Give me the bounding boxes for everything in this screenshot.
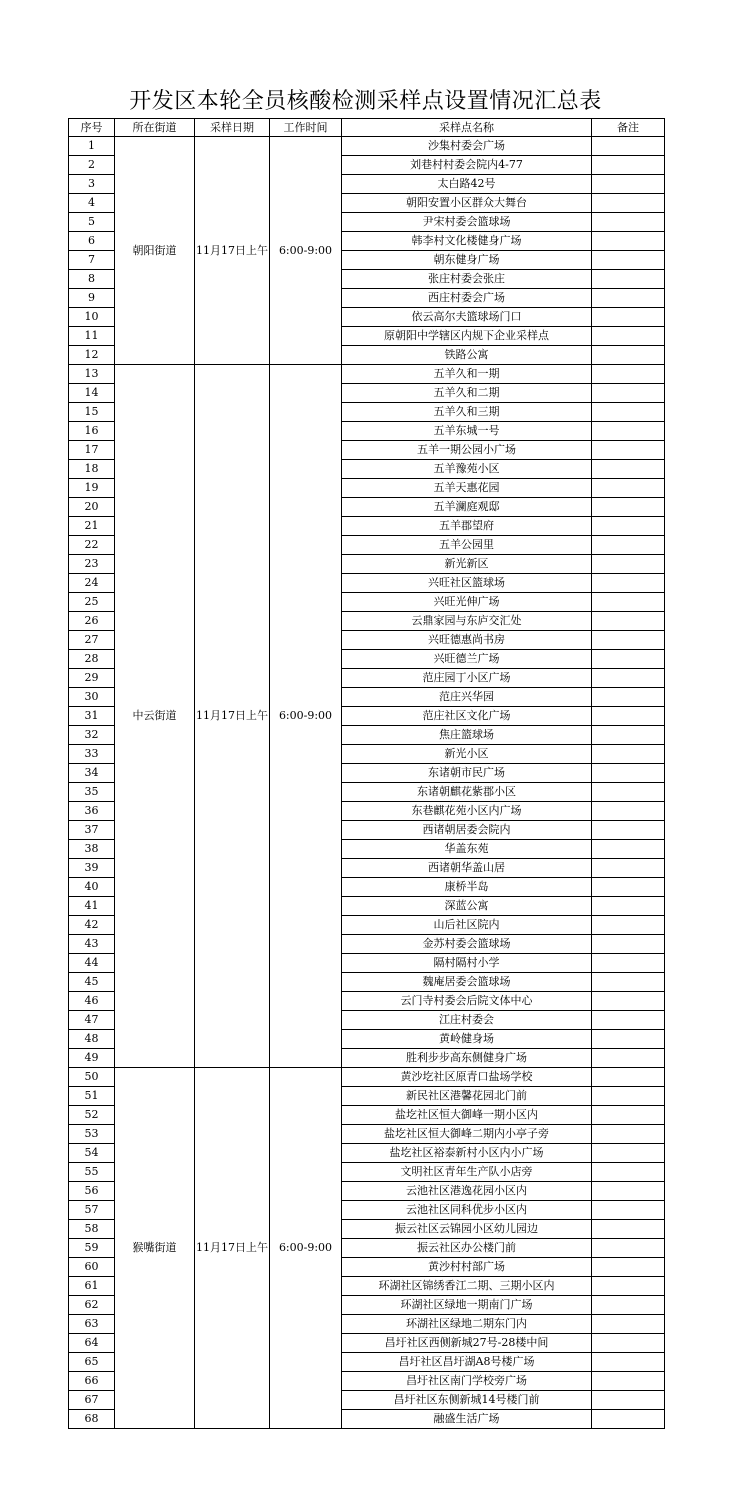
note-cell	[592, 1391, 665, 1410]
row-number: 47	[69, 1011, 115, 1030]
note-cell	[592, 555, 665, 574]
site-name: 新光小区	[342, 745, 592, 764]
row-number: 23	[69, 555, 115, 574]
site-name: 黄岭健身场	[342, 1030, 592, 1049]
note-cell	[592, 840, 665, 859]
site-name: 胜利步步高东侧健身广场	[342, 1049, 592, 1068]
site-name: 范庄兴华园	[342, 688, 592, 707]
header-street: 所在街道	[115, 119, 195, 137]
row-number: 5	[69, 213, 115, 232]
row-number: 60	[69, 1258, 115, 1277]
site-name: 新民社区港馨花园北门前	[342, 1087, 592, 1106]
row-number: 51	[69, 1087, 115, 1106]
row-number: 63	[69, 1315, 115, 1334]
date-cell: 11月17日上午	[195, 1068, 270, 1429]
site-name: 振云社区办公楼门前	[342, 1239, 592, 1258]
row-number: 29	[69, 669, 115, 688]
row-number: 37	[69, 821, 115, 840]
note-cell	[592, 1258, 665, 1277]
row-number: 48	[69, 1030, 115, 1049]
site-name: 东诸朝市民广场	[342, 764, 592, 783]
site-name: 五羊东城一号	[342, 422, 592, 441]
note-cell	[592, 1201, 665, 1220]
note-cell	[592, 308, 665, 327]
row-number: 38	[69, 840, 115, 859]
note-cell	[592, 764, 665, 783]
note-cell	[592, 1296, 665, 1315]
row-number: 25	[69, 593, 115, 612]
row-number: 68	[69, 1410, 115, 1429]
site-name: 五羊豫苑小区	[342, 460, 592, 479]
row-number: 54	[69, 1144, 115, 1163]
site-name: 兴旺德兰广场	[342, 650, 592, 669]
row-number: 43	[69, 935, 115, 954]
row-number: 7	[69, 251, 115, 270]
table-row	[69, 365, 665, 384]
row-number: 33	[69, 745, 115, 764]
row-number: 4	[69, 194, 115, 213]
note-cell	[592, 1125, 665, 1144]
note-cell	[592, 517, 665, 536]
note-cell	[592, 1068, 665, 1087]
note-cell	[592, 327, 665, 346]
site-name: 江庄村委会	[342, 1011, 592, 1030]
table-row	[69, 1068, 665, 1087]
row-number: 28	[69, 650, 115, 669]
note-cell	[592, 726, 665, 745]
time-cell: 6:00-9:00	[270, 365, 342, 1068]
site-name: 山后社区院内	[342, 916, 592, 935]
site-name: 西诸朝华盖山居	[342, 859, 592, 878]
row-number: 59	[69, 1239, 115, 1258]
row-number: 31	[69, 707, 115, 726]
row-number: 67	[69, 1391, 115, 1410]
note-cell	[592, 251, 665, 270]
site-name: 盐圪社区恒大御峰一期小区内	[342, 1106, 592, 1125]
site-name: 兴旺光伸广场	[342, 593, 592, 612]
site-name: 融盛生活广场	[342, 1410, 592, 1429]
site-name: 焦庄篮球场	[342, 726, 592, 745]
site-name: 兴旺社区篮球场	[342, 574, 592, 593]
row-number: 13	[69, 365, 115, 384]
note-cell	[592, 1182, 665, 1201]
site-name: 五羊郡望府	[342, 517, 592, 536]
site-name: 云池社区港逸花园小区内	[342, 1182, 592, 1201]
site-name: 华盖东苑	[342, 840, 592, 859]
row-number: 53	[69, 1125, 115, 1144]
note-cell	[592, 916, 665, 935]
street-cell: 朝阳街道	[115, 137, 195, 365]
note-cell	[592, 669, 665, 688]
row-number: 2	[69, 156, 115, 175]
site-name: 铁路公寓	[342, 346, 592, 365]
row-number: 49	[69, 1049, 115, 1068]
note-cell	[592, 1315, 665, 1334]
row-number: 17	[69, 441, 115, 460]
site-name: 云鼎家园与东庐交汇处	[342, 612, 592, 631]
site-name: 依云高尔夫篮球场门口	[342, 308, 592, 327]
header-date: 采样日期	[195, 119, 270, 137]
site-name: 五羊久和三期	[342, 403, 592, 422]
note-cell	[592, 973, 665, 992]
site-name: 昌圩社区东侧新城14号楼门前	[342, 1391, 592, 1410]
note-cell	[592, 745, 665, 764]
row-number: 21	[69, 517, 115, 536]
note-cell	[592, 650, 665, 669]
row-number: 34	[69, 764, 115, 783]
row-number: 61	[69, 1277, 115, 1296]
note-cell	[592, 213, 665, 232]
row-number: 3	[69, 175, 115, 194]
note-cell	[592, 479, 665, 498]
site-name: 东诸朝麒花紫郡小区	[342, 783, 592, 802]
note-cell	[592, 821, 665, 840]
row-number: 24	[69, 574, 115, 593]
site-name: 康桥半岛	[342, 878, 592, 897]
note-cell	[592, 441, 665, 460]
site-name: 新光新区	[342, 555, 592, 574]
note-cell	[592, 1087, 665, 1106]
site-name: 西诸朝居委会院内	[342, 821, 592, 840]
row-number: 12	[69, 346, 115, 365]
note-cell	[592, 612, 665, 631]
note-cell	[592, 992, 665, 1011]
row-number: 62	[69, 1296, 115, 1315]
note-cell	[592, 1011, 665, 1030]
note-cell	[592, 384, 665, 403]
row-number: 46	[69, 992, 115, 1011]
site-name: 黄沙圪社区原青口盐场学校	[342, 1068, 592, 1087]
note-cell	[592, 1163, 665, 1182]
note-cell	[592, 897, 665, 916]
note-cell	[592, 935, 665, 954]
row-number: 65	[69, 1353, 115, 1372]
row-number: 14	[69, 384, 115, 403]
site-name: 太白路42号	[342, 175, 592, 194]
note-cell	[592, 878, 665, 897]
row-number: 52	[69, 1106, 115, 1125]
site-name: 范庄社区文化广场	[342, 707, 592, 726]
row-number: 56	[69, 1182, 115, 1201]
row-number: 11	[69, 327, 115, 346]
row-number: 20	[69, 498, 115, 517]
row-number: 44	[69, 954, 115, 973]
page-title: 开发区本轮全员核酸检测采样点设置情况汇总表	[129, 89, 602, 114]
site-name: 五羊天惠花园	[342, 479, 592, 498]
note-cell	[592, 194, 665, 213]
site-name: 五羊澜庭观邸	[342, 498, 592, 517]
time-cell: 6:00-9:00	[270, 1068, 342, 1429]
note-cell	[592, 1334, 665, 1353]
site-name: 昌圩社区南门学校旁广场	[342, 1372, 592, 1391]
note-cell	[592, 954, 665, 973]
row-number: 40	[69, 878, 115, 897]
row-number: 16	[69, 422, 115, 441]
site-name: 原朝阳中学辖区内规下企业采样点	[342, 327, 592, 346]
row-number: 41	[69, 897, 115, 916]
site-name: 兴旺德惠尚书房	[342, 631, 592, 650]
note-cell	[592, 498, 665, 517]
header-row	[69, 119, 665, 137]
note-cell	[592, 232, 665, 251]
note-cell	[592, 688, 665, 707]
row-number: 66	[69, 1372, 115, 1391]
site-name: 昌圩社区昌圩湖A8号楼广场	[342, 1353, 592, 1372]
header-note: 备注	[592, 119, 665, 137]
date-cell: 11月17日上午	[195, 365, 270, 1068]
site-name: 云池社区同科优步小区内	[342, 1201, 592, 1220]
note-cell	[592, 1220, 665, 1239]
site-name: 东巷麒花苑小区内广场	[342, 802, 592, 821]
note-cell	[592, 1239, 665, 1258]
note-cell	[592, 1030, 665, 1049]
site-name: 昌圩社区西侧新城27号-28楼中间	[342, 1334, 592, 1353]
note-cell	[592, 1410, 665, 1429]
row-number: 45	[69, 973, 115, 992]
note-cell	[592, 1106, 665, 1125]
note-cell	[592, 156, 665, 175]
site-name: 西庄村委会广场	[342, 289, 592, 308]
note-cell	[592, 1049, 665, 1068]
row-number: 27	[69, 631, 115, 650]
site-name: 盐圪社区裕泰新村小区内小广场	[342, 1144, 592, 1163]
row-number: 9	[69, 289, 115, 308]
row-number: 6	[69, 232, 115, 251]
table-body	[69, 137, 665, 1429]
note-cell	[592, 631, 665, 650]
row-number: 42	[69, 916, 115, 935]
site-name: 魏庵居委会篮球场	[342, 973, 592, 992]
row-number: 35	[69, 783, 115, 802]
site-name: 朝阳安置小区群众大舞台	[342, 194, 592, 213]
row-number: 57	[69, 1201, 115, 1220]
row-number: 39	[69, 859, 115, 878]
site-name: 环湖社区锦绣香江二期、三期小区内	[342, 1277, 592, 1296]
note-cell	[592, 802, 665, 821]
note-cell	[592, 593, 665, 612]
row-number: 18	[69, 460, 115, 479]
header-no: 序号	[69, 119, 115, 137]
site-name: 深蓝公寓	[342, 897, 592, 916]
note-cell	[592, 365, 665, 384]
row-number: 32	[69, 726, 115, 745]
row-number: 1	[69, 137, 115, 156]
site-name: 五羊久和二期	[342, 384, 592, 403]
note-cell	[592, 175, 665, 194]
site-name: 文明社区青年生产队小店旁	[342, 1163, 592, 1182]
site-name: 朝东健身广场	[342, 251, 592, 270]
site-name: 刘巷村村委会院内4-77	[342, 156, 592, 175]
site-name: 盐圪社区恒大御峰二期内小亭子旁	[342, 1125, 592, 1144]
note-cell	[592, 783, 665, 802]
site-name: 隔村隔村小学	[342, 954, 592, 973]
date-cell: 11月17日上午	[195, 137, 270, 365]
note-cell	[592, 403, 665, 422]
row-number: 15	[69, 403, 115, 422]
row-number: 19	[69, 479, 115, 498]
row-number: 55	[69, 1163, 115, 1182]
site-name: 五羊久和一期	[342, 365, 592, 384]
note-cell	[592, 1277, 665, 1296]
note-cell	[592, 137, 665, 156]
time-cell: 6:00-9:00	[270, 137, 342, 365]
note-cell	[592, 707, 665, 726]
note-cell	[592, 1353, 665, 1372]
site-name: 韩李村文化楼健身广场	[342, 232, 592, 251]
note-cell	[592, 859, 665, 878]
row-number: 30	[69, 688, 115, 707]
site-name: 范庄园丁小区广场	[342, 669, 592, 688]
row-number: 64	[69, 1334, 115, 1353]
note-cell	[592, 574, 665, 593]
row-number: 36	[69, 802, 115, 821]
site-name: 尹宋村委会篮球场	[342, 213, 592, 232]
row-number: 26	[69, 612, 115, 631]
row-number: 8	[69, 270, 115, 289]
row-number: 10	[69, 308, 115, 327]
site-name: 五羊公园里	[342, 536, 592, 555]
note-cell	[592, 289, 665, 308]
note-cell	[592, 346, 665, 365]
header-site: 采样点名称	[342, 119, 592, 137]
row-number: 22	[69, 536, 115, 555]
street-cell: 猴嘴街道	[115, 1068, 195, 1429]
site-name: 沙集村委会广场	[342, 137, 592, 156]
site-name: 振云社区云锦园小区幼儿园边	[342, 1220, 592, 1239]
site-name: 张庄村委会张庄	[342, 270, 592, 289]
row-number: 58	[69, 1220, 115, 1239]
street-cell: 中云街道	[115, 365, 195, 1068]
note-cell	[592, 422, 665, 441]
site-name: 黄沙村村部广场	[342, 1258, 592, 1277]
table-row	[69, 137, 665, 156]
site-name: 云门寺村委会后院文体中心	[342, 992, 592, 1011]
note-cell	[592, 460, 665, 479]
site-name: 环湖社区绿地二期东门内	[342, 1315, 592, 1334]
sampling-sites-table	[68, 118, 665, 1429]
row-number: 50	[69, 1068, 115, 1087]
note-cell	[592, 270, 665, 289]
site-name: 五羊一期公园小广场	[342, 441, 592, 460]
site-name: 金苏村委会篮球场	[342, 935, 592, 954]
note-cell	[592, 1372, 665, 1391]
header-time: 工作时间	[270, 119, 342, 137]
note-cell	[592, 1144, 665, 1163]
site-name: 环湖社区绿地一期南门广场	[342, 1296, 592, 1315]
note-cell	[592, 536, 665, 555]
